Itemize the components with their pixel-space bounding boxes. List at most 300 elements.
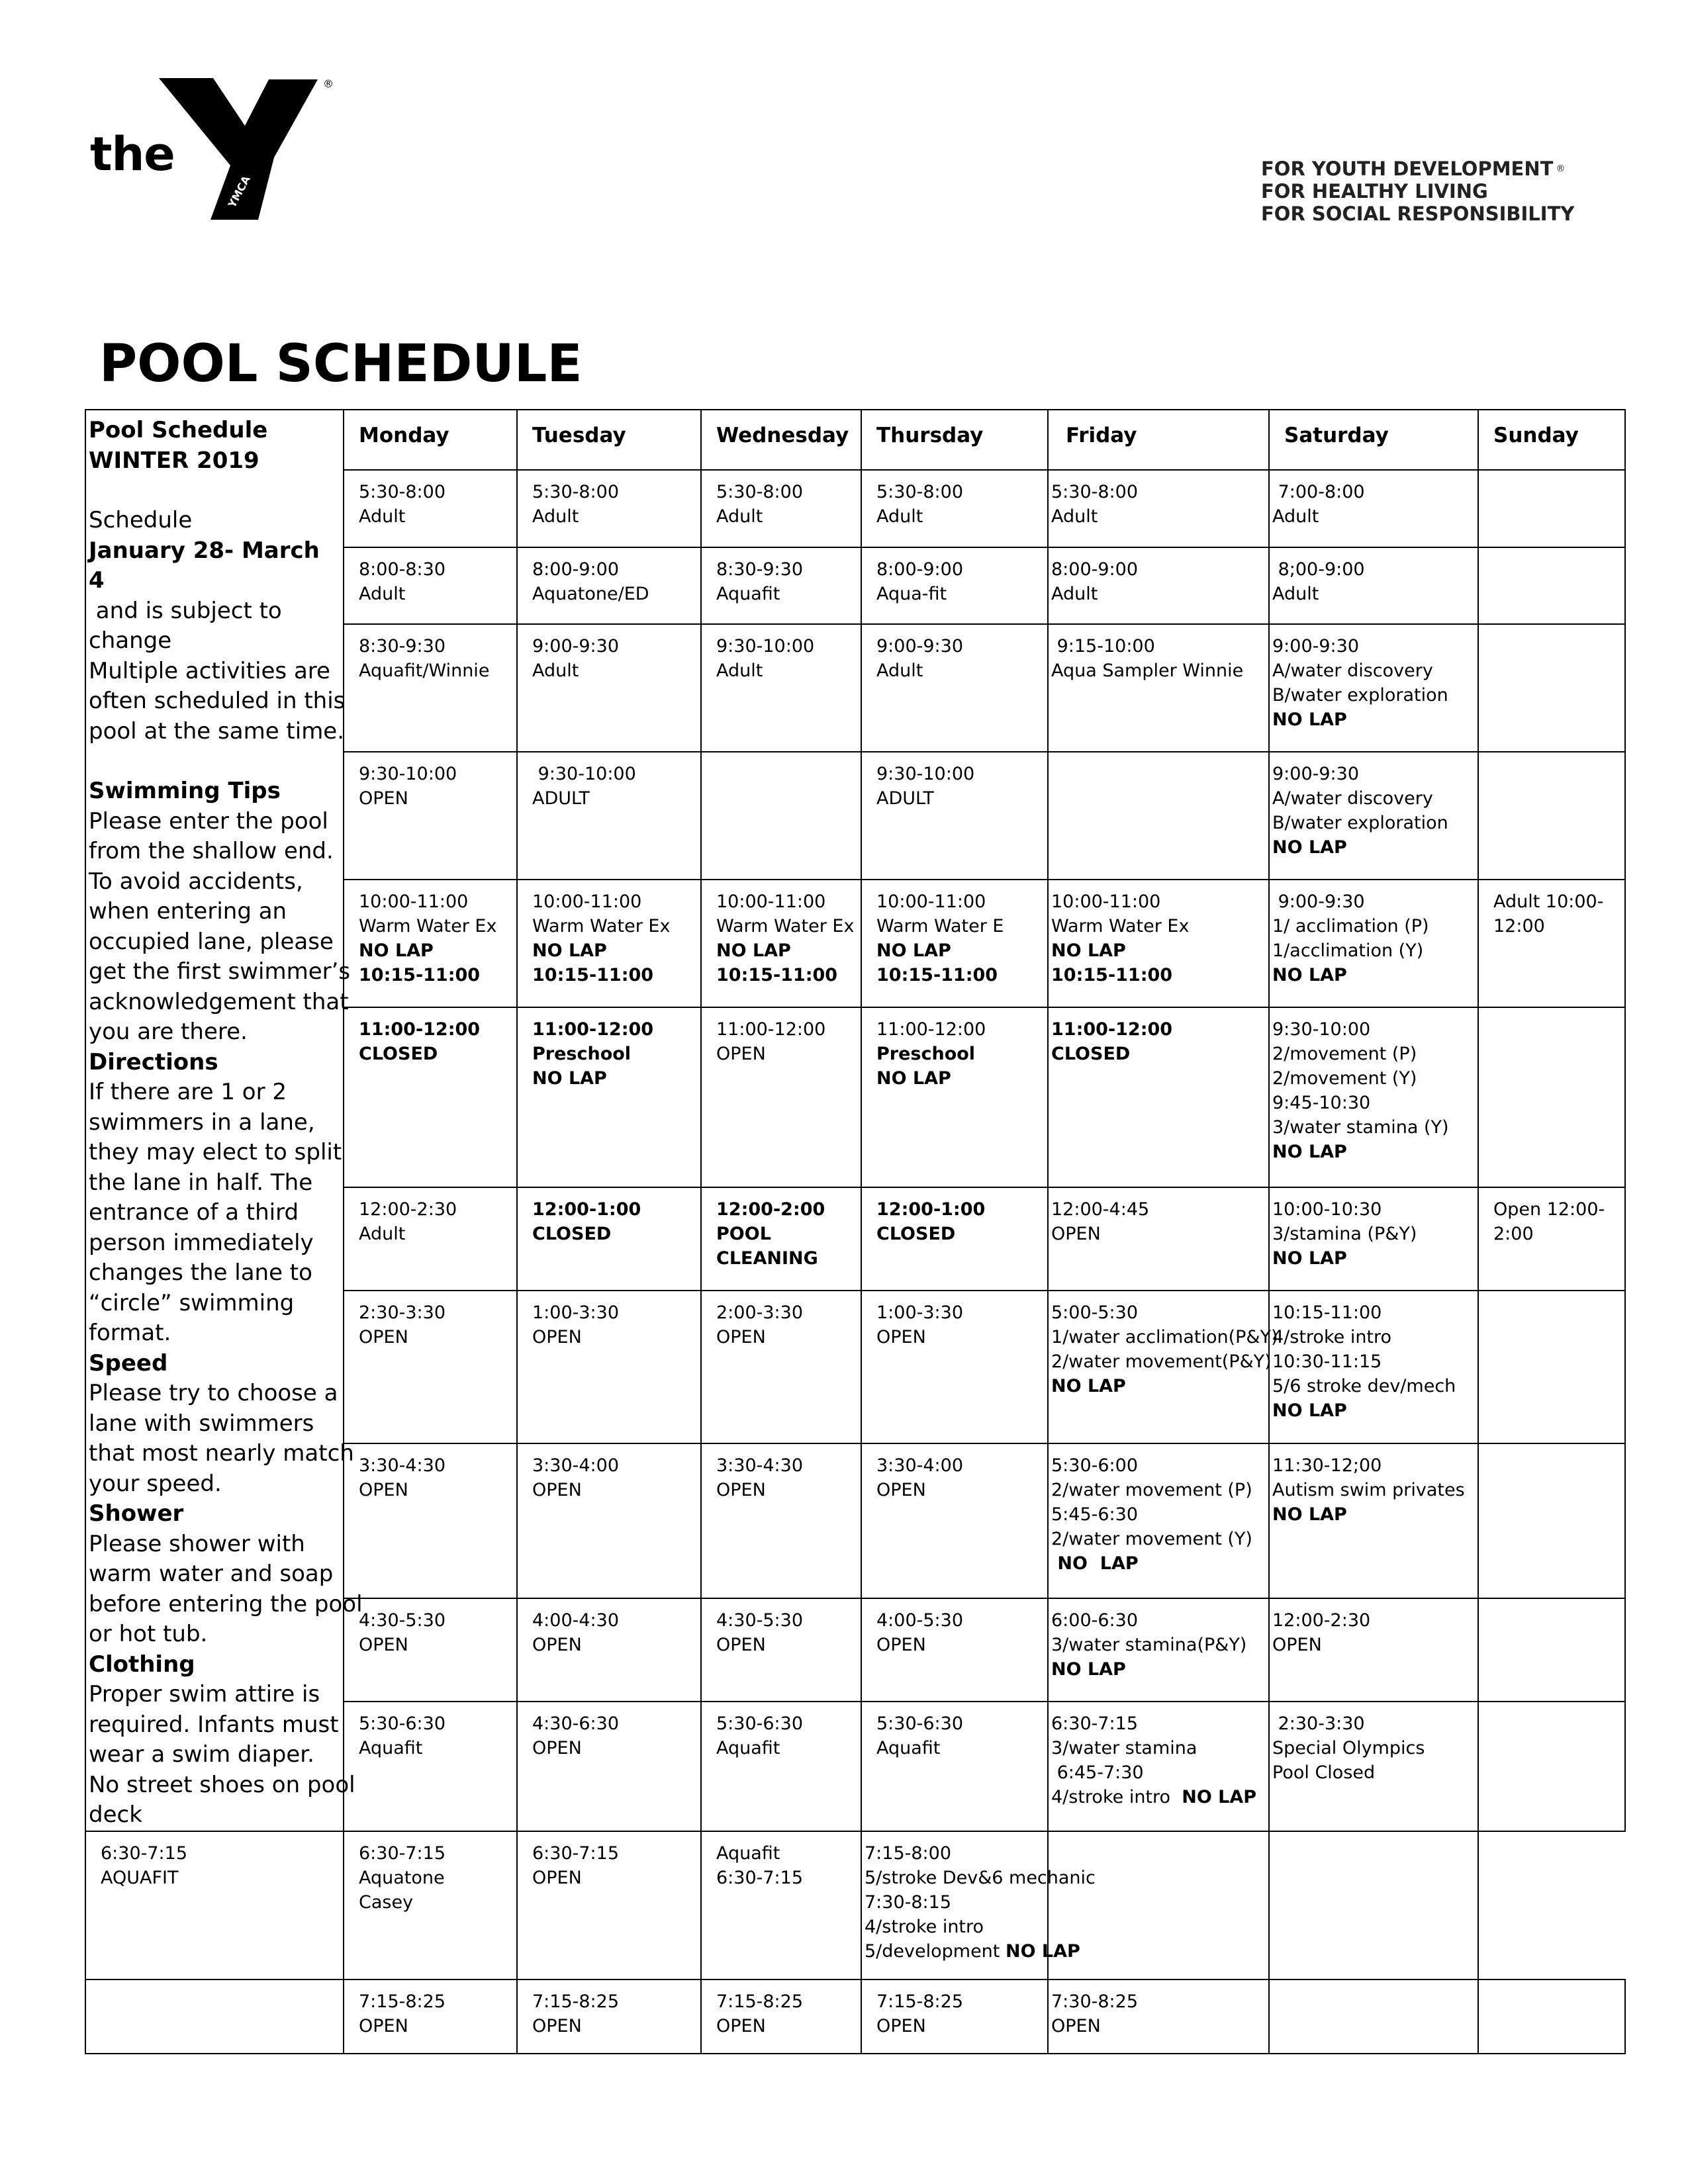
header-row [85,410,1625,470]
sidebar-line: from the shallow end. [89,838,334,864]
schedule-cell-line: 5:30-6:30 [876,1713,964,1735]
schedule-cell-line: OPEN [876,2015,926,2036]
schedule-cell-line: 4:00-4:30 [532,1610,620,1631]
schedule-cell-line: 7:15-8:25 [359,1991,446,2012]
schedule-cell-tuesday [517,1979,701,2054]
schedule-cell-line: Aqua Sampler Winnie [1051,660,1244,681]
schedule-cell-line: 12:00 [1493,916,1545,937]
schedule-cell-friday [1048,1443,1269,1599]
schedule-cell-tuesday [517,624,701,752]
schedule-cell-line: 6:30-7:15 [532,1843,620,1864]
schedule-cell-saturday [1269,1291,1478,1443]
schedule-cell-wednesday [701,1291,861,1443]
schedule-cell-thursday [701,1831,861,1979]
schedule-cell-line: 2:00 [1493,1224,1534,1245]
no-lap-label: NO LAP [1182,1787,1257,1808]
sidebar-line: changes the lane to [89,1259,312,1286]
schedule-cell-friday [861,1831,1096,1979]
schedule-cell-friday [1048,880,1269,1007]
schedule-cell-tuesday [517,1598,701,1702]
schedule-cell-sunday [1269,1831,1478,1979]
sidebar-line: Proper swim attire is [89,1681,320,1707]
schedule-cell-line: ADULT [532,788,590,809]
schedule-cell-line: 10:15-11:00 [716,965,838,986]
schedule-cell-saturday [1269,1702,1478,1831]
schedule-cell-line: 3:30-4:30 [716,1455,804,1476]
schedule-cell-friday [1048,1187,1269,1291]
schedule-cell-monday [344,1598,517,1702]
schedule-cell-wednesday [701,1979,861,2054]
sidebar-line: lane with swimmers [89,1410,314,1437]
schedule-cell-line: OPEN [1272,1635,1322,1656]
schedule-cell-line: NO LAP [1272,1248,1347,1269]
schedule-cell-monday [344,1007,517,1187]
schedule-cell-thursday [861,880,1048,1007]
schedule-cell-line: B/water exploration [1272,813,1448,834]
schedule-cell-friday [1048,547,1269,624]
sidebar-line: and is subject to [89,597,282,624]
schedule-cell-line: Aquafit/Winnie [359,660,490,681]
schedule-cell-line: 9:15-10:00 [1051,635,1155,657]
schedule-cell-line: 3/stamina (P&Y) [1272,1224,1417,1245]
schedule-cell-thursday [861,1443,1048,1599]
day-header-friday: Friday [1048,410,1269,470]
schedule-cell-line: 8:00-9:00 [876,559,964,580]
schedule-cell-line: Casey [359,1891,414,1913]
sidebar-line: person immediately [89,1229,314,1256]
schedule-cell-line: OPEN [716,1327,766,1348]
schedule-cell-line: 9:45-10:30 [1272,1093,1371,1114]
schedule-cell-line: 2/movement (Y) [1272,1068,1417,1089]
schedule-row [85,1831,1625,1979]
schedule-cell-line: Aquafit [716,1738,780,1759]
schedule-cell-line: OPEN [876,1327,926,1348]
schedule-cell-line: 5:30-8:00 [876,482,964,503]
schedule-cell-saturday [1048,1831,1269,1979]
schedule-cell-line: 12:00-2:00 [716,1199,825,1220]
logo-the-text: the [90,127,175,181]
schedule-cell-line: 9:30-10:00 [359,764,457,785]
schedule-cell-wednesday [701,880,861,1007]
schedule-cell-line: 5:30-8:00 [716,482,804,503]
schedule-cell-line: 8:30-9:30 [359,635,446,657]
schedule-cell-line: Preschool [532,1044,632,1065]
schedule-cell-line: 10:00-11:00 [716,891,826,913]
schedule-cell-line: 12:00-1:00 [532,1199,641,1220]
schedule-cell-thursday [861,1291,1048,1443]
sidebar-dates: January 28- March 4 [89,537,320,594]
schedule-cell-monday [344,547,517,624]
schedule-cell-saturday [1269,1187,1478,1291]
schedule-cell-line: CLOSED [876,1224,956,1245]
no-lap-label: NO LAP [1005,1940,1080,1962]
schedule-cell-line: Adult [359,583,406,604]
schedule-cell-line: 5:00-5:30 [1051,1302,1139,1324]
schedule-cell-line: 10:00-10:30 [1272,1199,1382,1220]
schedule-cell-line: Adult [1051,506,1098,527]
schedule-cell-line: 2/water movement (Y) [1051,1528,1252,1549]
schedule-cell-line: 3/water stamina (Y) [1272,1117,1449,1138]
schedule-cell-monday [344,1443,517,1599]
schedule-cell-line: Autism swim privates [1272,1479,1465,1500]
schedule-cell-line: 4/stroke intro [865,1916,984,1937]
schedule-cell-line: NO LAP [1051,940,1126,962]
schedule-cell-sunday [1478,1007,1625,1187]
sidebar-line: before entering the pool [89,1590,363,1617]
schedule-cell-saturday [1269,470,1478,547]
schedule-cell-line: 3/water stamina [1051,1738,1197,1759]
schedule-cell-sunday [1478,1187,1625,1291]
sidebar-line: they may elect to split [89,1139,342,1165]
schedule-cell-line: Aquafit [716,1843,780,1864]
schedule-cell-line: NO LAP [1272,837,1347,858]
schedule-cell-line: OPEN [359,1327,408,1348]
schedule-cell-sunday [1478,1443,1625,1599]
schedule-cell-line: 10:15-11:00 [876,965,998,986]
schedule-cell-line: OPEN [876,1479,926,1500]
schedule-cell-line: 10:15-11:00 [1272,1302,1382,1324]
sidebar-line: warm water and soap [89,1561,334,1587]
schedule-cell-friday [1048,1291,1278,1443]
schedule-cell-thursday [861,1702,1048,1831]
schedule-cell-line: 10:15-11:00 [532,965,654,986]
schedule-cell-line: Pool Closed [1272,1762,1376,1784]
schedule-cell-line: Aquafit [359,1738,423,1759]
schedule-cell-line: 4:30-6:30 [532,1713,620,1735]
schedule-cell-line: 8;00-9:00 [1272,559,1365,580]
schedule-cell-line: 7:15-8:25 [716,1991,804,2012]
schedule-cell-saturday [1269,1598,1478,1702]
sidebar-tips-heading: Swimming Tips [89,778,281,804]
schedule-cell-monday [344,1702,517,1831]
schedule-cell-line: CLOSED [359,1044,438,1065]
schedule-cell-line: Aqua-fit [876,583,947,604]
schedule-cell-line: 11:30-12;00 [1272,1455,1382,1476]
schedule-cell-thursday [861,547,1048,624]
schedule-cell-line: Aquafit [716,583,780,604]
sidebar-line: To avoid accidents, [89,868,303,895]
schedule-cell-line: CLOSED [1051,1044,1131,1065]
schedule-cell-line: Adult [359,506,406,527]
schedule-cell-thursday [861,1979,1048,2054]
schedule-cell-line: POOL [716,1224,771,1245]
schedule-cell-saturday [1269,880,1478,1007]
schedule-cell-monday [85,1831,344,1979]
schedule-cell-line: 11:00-12:00 [359,1019,481,1040]
sidebar-line: the lane in half. The [89,1169,313,1196]
sidebar-schedule-label: Schedule [89,507,193,533]
schedule-cell-line: 4:30-5:30 [359,1610,446,1631]
schedule-cell-line: OPEN [716,1479,766,1500]
sidebar-line: when entering an [89,898,287,925]
schedule-cell-line: 5/stroke Dev&6 mechanic [865,1867,1096,1888]
schedule-cell-wednesday [701,624,861,752]
schedule-cell-thursday [861,1187,1048,1291]
sidebar-line: format. [89,1320,171,1346]
schedule-cell-line: B/water exploration [1272,684,1448,705]
schedule-cell-monday [344,1291,517,1443]
schedule-cell-line: Warm Water Ex [716,916,855,937]
schedule-row [85,1979,1625,2054]
sidebar-line: pool at the same time. [89,717,345,745]
schedule-cell-saturday [1269,624,1478,752]
sidebar-shower-heading: Shower [89,1500,184,1527]
schedule-cell-line: NO LAP [1051,1553,1139,1574]
schedule-cell-line: 12:00-2:30 [1272,1610,1371,1631]
schedule-cell-sunday [1478,547,1625,624]
schedule-cell-line: 3:30-4:00 [532,1455,620,1476]
schedule-cell-line: OPEN [876,1635,926,1656]
schedule-cell-line: 12:00-2:30 [359,1199,457,1220]
schedule-cell-line: 5:45-6:30 [1051,1504,1139,1525]
schedule-cell-line: OPEN [532,1738,582,1759]
schedule-cell-line: NO LAP [532,940,607,962]
schedule-cell-line: 6:30-7:15 [101,1843,188,1864]
sidebar-line: occupied lane, please [89,928,334,955]
ymca-logo [86,73,364,225]
schedule-cell-line: 1/ acclimation (P) [1272,916,1429,937]
schedule-cell-line: 10:30-11:15 [1272,1351,1382,1373]
logo-registered-mark: ® [323,77,334,90]
schedule-cell-line: Adult [1272,506,1319,527]
schedule-cell-line: 10:00-11:00 [532,891,642,913]
schedule-cell-tuesday [517,1291,701,1443]
schedule-cell-line: Aquatone/ED [532,583,649,604]
schedule-cell-line: 10:00-11:00 [876,891,986,913]
day-header-tuesday: Tuesday [517,410,701,470]
schedule-cell-line: Adult [716,506,763,527]
sidebar-line: your speed. [89,1470,222,1497]
schedule-cell-line: OPEN [716,2015,766,2036]
schedule-cell-line: OPEN [532,1327,582,1348]
schedule-cell-wednesday [701,547,861,624]
schedule-cell-line: 5:30-8:00 [1051,482,1139,503]
sidebar-season: WINTER 2019 [89,447,259,474]
schedule-cell-line: 11:00-12:00 [1051,1019,1173,1040]
schedule-cell-line: OPEN [532,1635,582,1656]
sidebar-line: that most nearly match [89,1440,354,1467]
page-title: POOL SCHEDULE [99,334,583,394]
schedule-cell-wednesday [701,1598,861,1702]
schedule-cell-thursday [861,752,1048,880]
schedule-cell-line: CLOSED [532,1224,612,1245]
sidebar-line: you are there. [89,1019,248,1045]
schedule-cell-line: 6:00-6:30 [1051,1610,1139,1631]
schedule-cell-line: 7:30-8:15 [865,1891,952,1913]
schedule-cell-line: 6:30-7:15 [716,1867,804,1888]
schedule-cell-line: Adult 10:00- [1493,891,1604,913]
schedule-cell-wednesday [701,1187,861,1291]
schedule-cell-tuesday [517,547,701,624]
schedule-cell-line: ADULT [876,788,934,809]
sidebar-directions-heading: Directions [89,1048,218,1075]
schedule-cell-line: 7:00-8:00 [1272,482,1365,503]
schedule-cell-line: A/water discovery [1272,788,1433,809]
schedule-cell-line: 9:00-9:30 [532,635,620,657]
schedule-cell-line: 1:00-3:30 [876,1302,964,1324]
schedule-cell-line: Warm Water E [876,916,1004,937]
schedule-cell-wednesday [701,470,861,547]
sidebar-line: deck [89,1801,142,1828]
schedule-cell-thursday [861,624,1048,752]
schedule-cell-monday [344,624,517,752]
schedule-cell-line: 9:00-9:30 [876,635,964,657]
schedule-cell-line: 1/acclimation (Y) [1272,940,1424,962]
schedule-cell-line: 2/movement (P) [1272,1044,1417,1065]
sidebar-line: often scheduled in this [89,688,346,714]
schedule-cell-line: 6:30-7:15 [1051,1713,1139,1735]
schedule-cell-monday [344,880,517,1007]
schedule-cell-line: OPEN [532,1867,582,1888]
schedule-cell-tuesday [517,1702,701,1831]
sidebar-line: swimmers in a lane, [89,1109,315,1136]
schedule-cell-line: Preschool [876,1044,976,1065]
schedule-cell-line: 7:15-8:00 [865,1843,952,1864]
schedule-cell-line: NO LAP [1051,1659,1126,1680]
schedule-cell-line: 11:00-12:00 [532,1019,654,1040]
schedule-cell-saturday [1269,1007,1478,1187]
schedule-cell-line: NO LAP [876,940,951,962]
schedule-cell-tuesday [517,470,701,547]
schedule-cell-sunday [1478,880,1625,1007]
schedule-cell-line: Adult [359,1224,406,1245]
schedule-cell-tuesday [517,1443,701,1599]
schedule-cell-line: OPEN [532,2015,582,2036]
sidebar-line: wear a swim diaper. [89,1741,314,1768]
tagline-line-1: FOR YOUTH DEVELOPMENT ® [1261,158,1566,180]
schedule-cell-line: NO LAP [1272,1504,1347,1525]
schedule-cell-monday [344,1187,517,1291]
schedule-cell-line: Warm Water Ex [1051,916,1190,937]
schedule-cell-wednesday [701,1443,861,1599]
schedule-cell-saturday [1269,752,1478,880]
schedule-cell-line: OPEN [716,1044,766,1065]
schedule-cell-tuesday [517,752,701,880]
day-header-sunday: Sunday [1478,410,1625,470]
schedule-cell-sunday [1478,470,1625,547]
schedule-cell-line: 9:00-9:30 [1272,891,1365,913]
schedule-cell-sunday [1478,1598,1625,1702]
schedule-cell-saturday [1269,547,1478,624]
schedule-cell-friday [1048,1598,1269,1702]
schedule-cell-line: 12:00-4:45 [1051,1199,1150,1220]
sidebar-line: get the first swimmer’s [89,958,351,985]
schedule-cell-line: 5:30-6:00 [1051,1455,1139,1476]
schedule-cell-line: 11:00-12:00 [716,1019,826,1040]
schedule-cell-line: 4/stroke intro NO LAP [1051,1787,1257,1808]
schedule-cell-line: 2/water movement (P) [1051,1479,1252,1500]
schedule-cell-tuesday [517,880,701,1007]
schedule-cell-line: OPEN [359,788,408,809]
schedule-cell-thursday [861,470,1048,547]
schedule-cell-sunday [1478,624,1625,752]
schedule-cell-line: 2:00-3:30 [716,1302,804,1324]
schedule-cell-line: 12:00-1:00 [876,1199,986,1220]
schedule-cell-tuesday [344,1831,517,1979]
schedule-cell-line: CLEANING [716,1248,818,1269]
schedule-cell-line: 8:00-9:00 [532,559,620,580]
schedule-cell-wednesday [701,1702,861,1831]
schedule-cell-wednesday [701,752,861,880]
schedule-cell-line: 7:30-8:25 [1051,1991,1139,2012]
schedule-cell-line: 2:30-3:30 [359,1302,446,1324]
schedule-cell-line: OPEN [359,1479,408,1500]
schedule-cell-line: 7:15-8:25 [532,1991,620,2012]
schedule-cell-line: 8:00-9:00 [1051,559,1139,580]
schedule-cell-friday [1048,624,1269,752]
schedule-cell-line: 9:30-10:00 [532,764,636,785]
schedule-cell-line: 4:00-5:30 [876,1610,964,1631]
schedule-cell-line: OPEN [716,1635,766,1656]
schedule-cell-friday [1048,1007,1269,1187]
logo-ymca-label: YMCA [225,173,253,210]
day-header-wednesday: Wednesday [701,410,861,470]
schedule-cell-line: 10:00-11:00 [359,891,469,913]
schedule-cell-line: 3:30-4:00 [876,1455,964,1476]
schedule-cell-line: Open 12:00- [1493,1199,1605,1220]
sidebar-line: Please enter the pool [89,807,328,835]
schedule-cell-tuesday [517,1007,701,1187]
schedule-cell-line: Adult [876,660,923,681]
sidebar-clothing-heading: Clothing [89,1651,195,1678]
schedule-cell-friday [1048,1702,1269,1831]
sidebar-line: Multiple activities are [89,657,330,684]
schedule-cell-line: Adult [532,506,579,527]
schedule-cell-line: 10:15-11:00 [1051,965,1173,986]
schedule-cell-line: 5:30-8:00 [359,482,446,503]
schedule-cell-sunday [1478,1291,1625,1443]
schedule-cell-line: NO LAP [359,940,434,962]
schedule-cell-monday [344,1979,517,2054]
schedule-cell-line: 6:30-7:15 [359,1843,446,1864]
schedule-cell-line: OPEN [359,2015,408,2036]
schedule-cell-line: Warm Water Ex [532,916,671,937]
schedule-cell-line: Adult [876,506,923,527]
sidebar-speed-heading: Speed [89,1349,168,1377]
empty-cell [85,1979,344,2054]
schedule-cell-line: 7:15-8:25 [876,1991,964,2012]
schedule-cell-line: NO LAP [1272,1142,1347,1163]
sidebar-line: If there are 1 or 2 [89,1079,287,1105]
schedule-cell-line: OPEN [532,1479,582,1500]
schedule-cell-friday [1048,470,1269,547]
schedule-cell-line: 1:00-3:30 [532,1302,620,1324]
schedule-cell-monday [344,752,517,880]
schedule-cell-line: Adult [716,660,763,681]
schedule-cell-line: 9:30-10:00 [716,635,815,657]
schedule-cell-line: 6:45-7:30 [1051,1762,1144,1784]
schedule-cell-line: Aquatone [359,1867,445,1888]
tagline-line-3: FOR SOCIAL RESPONSIBILITY [1261,203,1575,225]
schedule-cell-line: 5/6 stroke dev/mech [1272,1376,1456,1397]
day-header-monday: Monday [344,410,517,470]
schedule-cell-monday [344,470,517,547]
schedule-cell-line: 10:00-11:00 [1051,891,1161,913]
sidebar-line: or hot tub. [89,1621,208,1647]
schedule-cell-friday [1048,752,1269,880]
schedule-cell-line: NO LAP [1051,1376,1126,1397]
schedule-cell-line: AQUAFIT [101,1867,179,1888]
schedule-cell-line: Adult [1051,583,1098,604]
schedule-cell-sunday [1478,1702,1625,1831]
schedule-cell-line: 4:30-5:30 [716,1610,804,1631]
schedule-cell-line: 11:00-12:00 [876,1019,986,1040]
schedule-cell-line: NO LAP [1272,709,1347,730]
sidebar-line: acknowledgement that [89,988,349,1015]
day-header-saturday: Saturday [1269,410,1478,470]
schedule-cell-line: OPEN [1051,2015,1101,2036]
schedule-cell-wednesday [701,1007,861,1187]
